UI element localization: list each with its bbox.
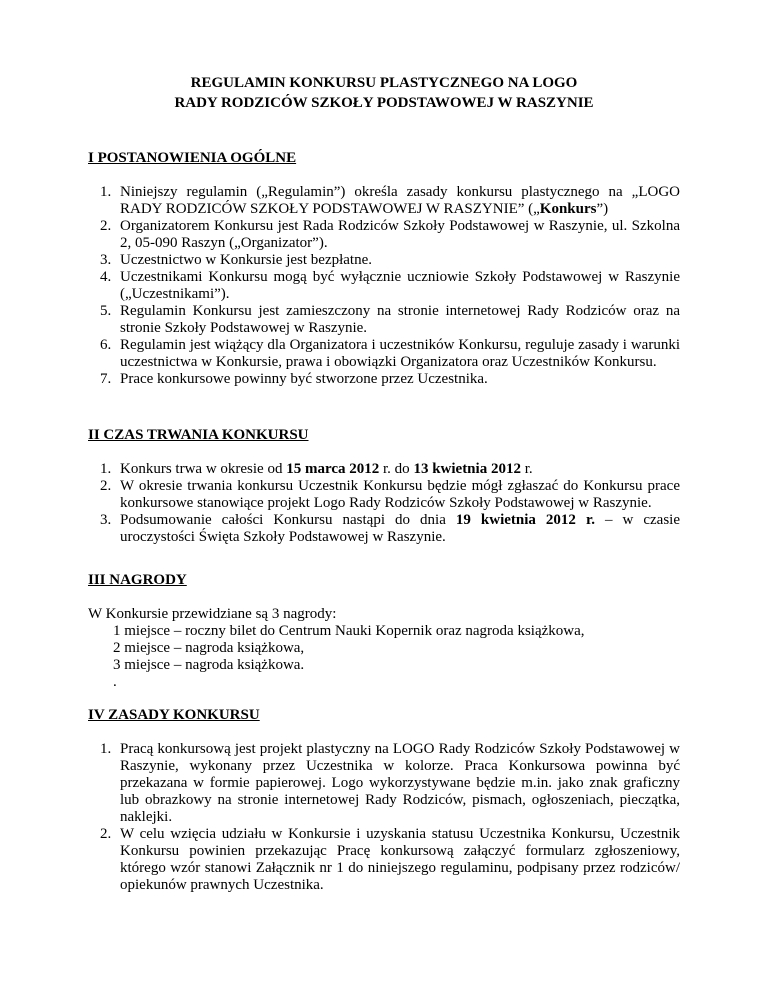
list-item: [88, 371, 680, 388]
start-date: 15 marca 2012: [286, 461, 380, 477]
title-line-1: REGULAMIN KONKURSU PLASTYCZNEGO NA LOGO: [190, 75, 578, 91]
section-duration: [88, 426, 680, 546]
list-item: [88, 303, 680, 337]
list-number: 6.: [100, 337, 112, 353]
item-text: – w czasie uroczystości Święta Szkoły Podstawowej w Raszynie.: [120, 512, 680, 545]
list-number: 2.: [100, 826, 112, 842]
list-item: [88, 218, 680, 252]
list-number: 5.: [100, 303, 112, 319]
item-text: Konkurs trwa w okresie od: [120, 461, 287, 477]
item-text: Uczestnikami Konkursu mogą być wyłącznie uczniowie Szkoły Podstawowej w Raszynie („Uczestnikami”).: [120, 269, 680, 302]
item-text: Organizatorem Konkursu jest Rada Rodziców Szkoły Podstawowej w Raszynie, ul. Szkolna 2, 05-090 Raszyn („Organizator”).: [120, 218, 680, 251]
list-number: 4.: [100, 269, 112, 285]
item-text: r. do: [379, 461, 414, 477]
section-prizes: [88, 571, 680, 691]
list-number: 2.: [100, 478, 112, 494]
item-text: Podsumowanie całości Konkursu nastąpi do dnia: [120, 512, 456, 528]
list-number: 3.: [100, 252, 112, 268]
section-heading: I POSTANOWIENIA OGÓLNE: [88, 150, 297, 166]
item-text: Pracą konkursową jest projekt plastyczny na LOGO Rady Rodziców Szkoły Podstawowej w Raszynie, wykonany przez Uczestnika w kolorze. Praca Konkursowa powinna być przekazana w formie papierowej. Logo wykorzystywane będzie m.in. jako znak graficzny lub obrazkowy na stronie internetowej Rady Rodziców, pismach, ogłoszeniach, pieczątka, naklejki.: [120, 741, 680, 825]
numbered-list: [88, 461, 680, 546]
section-heading: II CZAS TRWANIA KONKURSU: [88, 427, 309, 443]
list-item: [88, 741, 680, 826]
end-date: 13 kwietnia 2012: [413, 461, 521, 477]
title-line-2: RADY RODZICÓW SZKOŁY PODSTAWOWEJ W RASZYNIE: [174, 95, 594, 111]
item-text: W celu wzięcia udziału w Konkursie i uzyskania statusu Uczestnika Konkursu, Uczestnik Konkursu powinien przekazując Pracę konkursową załączyć formularz zgłoszeniowy, którego wzór stanowi Załącznik nr 1 do niniejszego regulaminu, podpisany przez rodziców/ opiekunów prawnych Uczestnika.: [120, 826, 680, 893]
numbered-list: [88, 741, 680, 894]
prize-third: 3 miejsce – nagroda książkowa.: [113, 657, 305, 673]
list-number: 1.: [100, 184, 112, 200]
list-item: [88, 478, 680, 512]
item-text: W okresie trwania konkursu Uczestnik Konkursu będzie mógł zgłaszać do Konkursu prace konkursowe stanowiące projekt Logo Rady Rodziców Szkoły Podstawowej w Raszynie.: [120, 478, 680, 511]
item-bold-text: Konkurs: [539, 201, 597, 217]
list-item: [88, 269, 680, 303]
list-item: [88, 252, 680, 269]
section-heading: IV ZASADY KONKURSU: [88, 707, 260, 723]
numbered-list: [88, 184, 680, 388]
document-title: [0, 73, 768, 113]
list-item: [88, 337, 680, 371]
item-text: Regulamin Konkursu jest zamieszczony na stronie internetowej Rady Rodziców oraz na stronie Szkoły Podstawowej w Raszynie.: [120, 303, 680, 336]
list-item: [88, 184, 680, 218]
item-text: r.: [520, 461, 533, 477]
list-item: [88, 826, 680, 894]
list-item: [88, 512, 680, 546]
list-number: 1.: [100, 741, 112, 757]
list-item: [88, 461, 680, 478]
section-general-provisions: [88, 149, 680, 388]
list-number: 2.: [100, 218, 112, 234]
item-text: Prace konkursowe powinny być stworzone przez Uczestnika.: [120, 371, 488, 387]
list-number: 3.: [100, 512, 112, 528]
item-text: Uczestnictwo w Konkursie jest bezpłatne.: [120, 252, 373, 268]
section-contest-rules: [88, 706, 680, 894]
item-text: ”): [596, 201, 609, 217]
list-number: 1.: [100, 461, 112, 477]
list-number: 7.: [100, 371, 112, 387]
prizes-intro: W Konkursie przewidziane są 3 nagrody:: [88, 606, 337, 622]
item-text: Regulamin jest wiążący dla Organizatora i uczestników Konkursu, reguluje zasady i warunki uczestnictwa w Konkursie, prawa i obowiązki Organizatora oraz Uczestników Konkursu.: [120, 337, 680, 370]
stray-dot: .: [113, 674, 117, 690]
summary-date: 19 kwietnia 2012 r.: [455, 512, 595, 528]
prize-first: 1 miejsce – roczny bilet do Centrum Nauki Kopernik oraz nagroda książkowa,: [113, 623, 585, 639]
prize-second: 2 miejsce – nagroda książkowa,: [113, 640, 305, 656]
section-heading: III NAGRODY: [88, 572, 187, 588]
item-text: Niniejszy regulamin („Regulamin”) określa zasady konkursu plastycznego na „LOGO RADY RODZICÓW SZKOŁY PODSTAWOWEJ W RASZYNIE” („: [120, 184, 680, 217]
